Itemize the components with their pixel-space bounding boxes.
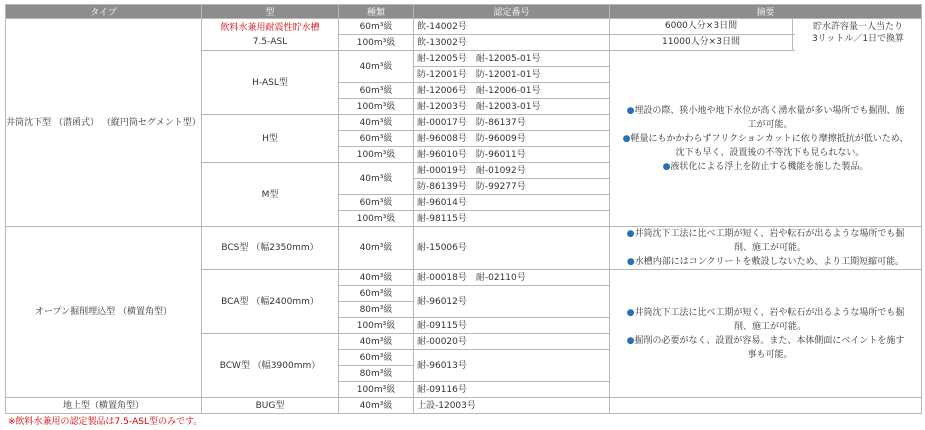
capacity-note: 貯水許容量一人当たり 3リットル／1日で換算 — [795, 19, 921, 51]
cert-cell: 上設-12003号 — [414, 398, 610, 414]
size-cell: 100m³級 — [339, 211, 414, 227]
size-cell: 60m³級 — [339, 195, 414, 211]
product-spec-table — [5, 4, 922, 414]
size-cell: 40m³級 — [339, 115, 414, 131]
size-cell: 80m³級 — [339, 302, 414, 318]
size-cell: 40m³級 — [339, 334, 414, 350]
cert-cell: 耐-96013号 — [414, 350, 610, 382]
cert-cell: 耐-09116号 — [414, 382, 610, 398]
cert-cell: 耐-96012号 — [414, 286, 610, 318]
type-cell: 地上型（横置角型） — [6, 398, 202, 414]
model-cell: BUG型 — [202, 398, 339, 414]
bullet-icon: ● — [626, 105, 635, 116]
size-cell: 100m³級 — [339, 147, 414, 163]
model-cell: M型 — [202, 163, 339, 227]
model-red-label: 飲料水兼用耐震性貯水槽 — [220, 22, 320, 33]
cert-cell: 耐-00020号 — [414, 334, 610, 350]
size-cell: 60m³級 — [339, 131, 414, 147]
cert-cell: 耐-98115号 — [414, 211, 610, 227]
bullet-icon: ● — [626, 307, 635, 318]
cert-cell: 耐-12005号 耐-12005-01号 — [414, 51, 610, 67]
summary-cell — [610, 398, 922, 414]
size-cell: 40m³級 — [339, 227, 414, 270]
model-cell: H型 — [202, 115, 339, 163]
size-cell: 80m³級 — [339, 366, 414, 382]
header-size: 種類 — [339, 5, 414, 19]
size-cell: 40m³級 — [339, 163, 414, 195]
cert-cell: 耐-09115号 — [414, 318, 610, 334]
size-cell: 60m³級 — [339, 83, 414, 99]
header-cert: 認定番号 — [414, 5, 610, 19]
model-cell: BCS型 （幅2350mm） — [202, 227, 339, 270]
header-model: 型 — [202, 5, 339, 19]
model-cell: BCA型 （幅2400mm） — [202, 270, 339, 334]
table-row — [6, 19, 922, 35]
size-cell: 60m³級 — [339, 350, 414, 366]
cert-cell: 耐-00018号 耐-02110号 — [414, 270, 610, 286]
header-row — [6, 5, 922, 19]
capacity-text: 6000人分×3日間 — [610, 19, 793, 34]
size-cell: 100m³級 — [339, 318, 414, 334]
bullet-icon: ● — [626, 257, 635, 267]
size-cell: 100m³級 — [339, 35, 414, 51]
bullet-icon: ● — [626, 229, 635, 239]
footnote: ※飲料水兼用の認定製品は7.5-ASL型のみです。 — [8, 417, 203, 427]
size-cell: 40m³級 — [339, 270, 414, 286]
cert-cell: 耐-12006号 耐-12006-01号 — [414, 83, 610, 99]
cert-cell: 耐-00017号 防-86137号 — [414, 115, 610, 131]
bullet-icon: ● — [622, 133, 631, 144]
header-summary: 摘要 — [610, 5, 922, 19]
summary-notes: ●井筒沈下工法に比べ工期が短く、岩や転石が出るような場所でも掘 削、施工が可能。 ●水槽内部にはコンクリートを敷設しないため、より工期短縮可能。 — [610, 227, 922, 270]
summary-notes: ●井筒沈下工法に比べ工期が短く、岩や転石が出るような場所でも掘 削、施工が可能。 ●掘削の必要がなく、設置が容易。また、本体側面にベイントを施す 事も可能。 — [610, 270, 922, 398]
size-cell: 60m³級 — [339, 286, 414, 302]
size-cell: 40m³級 — [339, 398, 414, 414]
size-cell: 60m³級 — [339, 19, 414, 35]
model-cell: H-ASL型 — [202, 51, 339, 115]
size-cell: 40m³級 — [339, 51, 414, 83]
model-cell — [202, 19, 339, 51]
capacity-text: 11000人分×3日間 — [610, 35, 793, 50]
cert-cell: 飲-14002号 — [414, 19, 610, 35]
table-row — [6, 398, 922, 414]
cert-cell: 耐-15006号 — [414, 227, 610, 270]
cert-cell: 耐-96014号 — [414, 195, 610, 211]
type-cell: 井筒沈下型 （潜函式） （縦円筒セグメント型） — [6, 19, 202, 227]
table-row — [6, 227, 922, 270]
cert-cell: 耐-96010号 防-96011号 — [414, 147, 610, 163]
summary-notes: ●埋設の際、狭小地や地下水位が高く湧水量が多い場所でも掘削、施 工が可能。 ●軽量にもかかわらずフリクションカットに依り摩擦抵抗が低いため、 沈下も早く、設置後の不等沈下も見られない。 ●液状化による浮上を防止する機能を施した製品。 — [610, 51, 922, 227]
type-cell: オープン掘削埋込型 （横置角型） — [6, 227, 202, 398]
size-cell: 100m³級 — [339, 382, 414, 398]
header-type: タイプ — [6, 5, 202, 19]
model-label: 7.5-ASL — [252, 36, 288, 47]
cert-cell: 耐-12003号 耐-12003-01号 — [414, 99, 610, 115]
cert-cell: 耐-96008号 防-96009号 — [414, 131, 610, 147]
cert-cell: 防-86139号 防-99277号 — [414, 179, 610, 195]
bullet-icon: ● — [626, 335, 635, 346]
cert-cell: 防-12001号 防-12001-01号 — [414, 67, 610, 83]
size-cell: 100m³級 — [339, 99, 414, 115]
model-cell: BCW型 （幅3900mm） — [202, 334, 339, 398]
cert-cell: 耐-00019号 耐-01092号 — [414, 163, 610, 179]
cert-cell: 飲-13002号 — [414, 35, 610, 51]
bullet-icon: ● — [662, 161, 671, 172]
